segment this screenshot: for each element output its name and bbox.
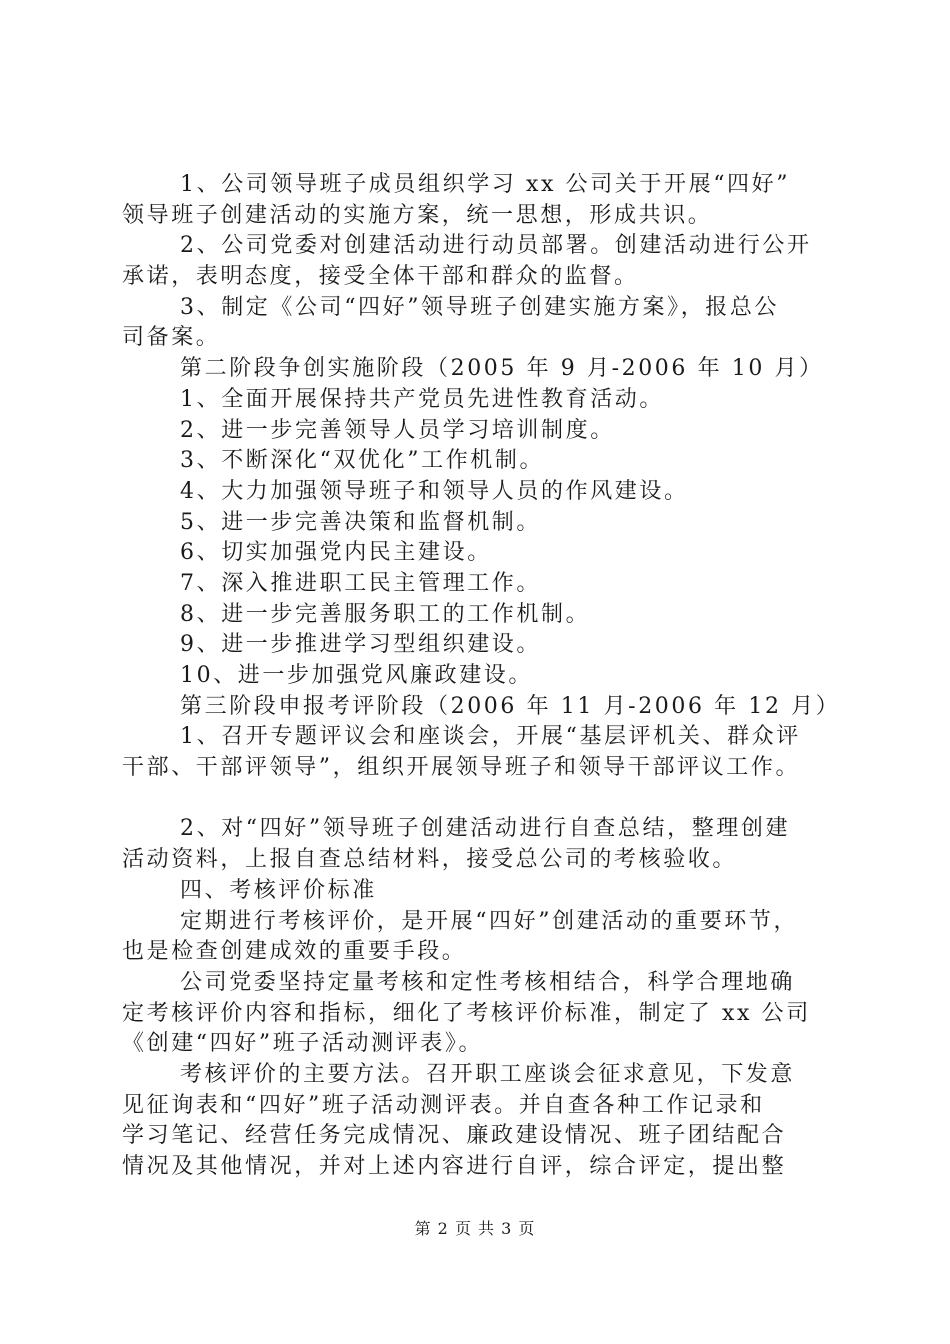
list-item: 7、深入推进职工民主管理工作。 <box>180 570 541 596</box>
document-body <box>122 170 841 1183</box>
section-heading: 第三阶段申报考评阶段（2006 年 11 月-2006 年 12 月） <box>180 693 841 719</box>
paragraph-line: 3、制定《公司“四好”领导班子创建实施方案》，报总公 <box>180 294 780 320</box>
paragraph-line: 情况及其他情况，并对上述内容进行自评，综合评定，提出整 <box>122 1154 787 1179</box>
list-item: 4、大力加强领导班子和领导人员的作风建设。 <box>180 478 689 504</box>
list-item: 2、进一步完善领导人员学习培训制度。 <box>180 417 615 443</box>
list-item: 3、不断深化“双优化”工作机制。 <box>180 448 545 474</box>
paragraph-line: 领导班子创建活动的实施方案，统一思想，形成共识。 <box>122 202 713 228</box>
paragraph-line: 定期进行考核评价，是开展“四好”创建活动的重要环节， <box>180 908 799 934</box>
list-item: 10、进一步加强党风廉政建设。 <box>180 663 533 688</box>
paragraph-line: 1、召开专题评议会和座谈会，开展“基层评机关、群众评 <box>180 724 801 750</box>
paragraph-line: 《创建“四好”班子活动测评表》。 <box>122 1031 484 1057</box>
list-item: 6、切实加强党内民主建设。 <box>180 540 492 566</box>
paragraph-line: 定考核评价内容和指标，细化了考核评价标准，制定了 xx 公司 <box>122 1000 811 1026</box>
list-item: 1、全面开展保持共产党员先进性教育活动。 <box>180 386 664 412</box>
paragraph-line: 见征询表和“四好”班子活动测评表。并自查各种工作记录和 <box>122 1092 765 1118</box>
section-heading: 第二阶段争创实施阶段（2005 年 9 月-2006 年 10 月） <box>180 356 824 382</box>
page-number-footer: 第 2 页 共 3 页 <box>414 1219 536 1238</box>
paragraph-line: 活动资料，上报自查总结材料，接受总公司的考核验收。 <box>122 847 738 873</box>
section-heading: 四、考核评价标准 <box>180 877 377 903</box>
paragraph-line: 2、公司党委对创建活动进行动员部署。创建活动进行公开 <box>180 233 812 259</box>
paragraph-line: 公司党委坚持定量考核和定性考核相结合，科学合理地确 <box>180 969 796 995</box>
paragraph-line: 1、公司领导班子成员组织学习 xx 公司关于开展“四好” <box>180 172 791 197</box>
paragraph-line: 也是检查创建成效的重要手段。 <box>122 939 467 965</box>
paragraph-line: 考核评价的主要方法。召开职工座谈会征求意见，下发意 <box>180 1061 796 1087</box>
paragraph-line: 承诺，表明态度，接受全体干部和群众的监督。 <box>122 264 639 290</box>
paragraph-line: 干部、干部评领导”，组织开展领导班子和领导干部评议工作。 <box>122 755 801 781</box>
list-item: 8、进一步完善服务职工的工作机制。 <box>180 601 591 627</box>
paragraph-line: 司备案。 <box>122 325 221 351</box>
paragraph-line: 学习笔记、经营任务完成情况、廉政建设情况、班子团结配合 <box>122 1123 787 1149</box>
list-item: 5、进一步完善决策和监督机制。 <box>180 509 541 535</box>
paragraph-line: 2、对“四好”领导班子创建活动进行自查总结，整理创建 <box>180 816 791 842</box>
list-item: 9、进一步推进学习型组织建设。 <box>180 632 541 658</box>
blank-line <box>122 784 834 815</box>
